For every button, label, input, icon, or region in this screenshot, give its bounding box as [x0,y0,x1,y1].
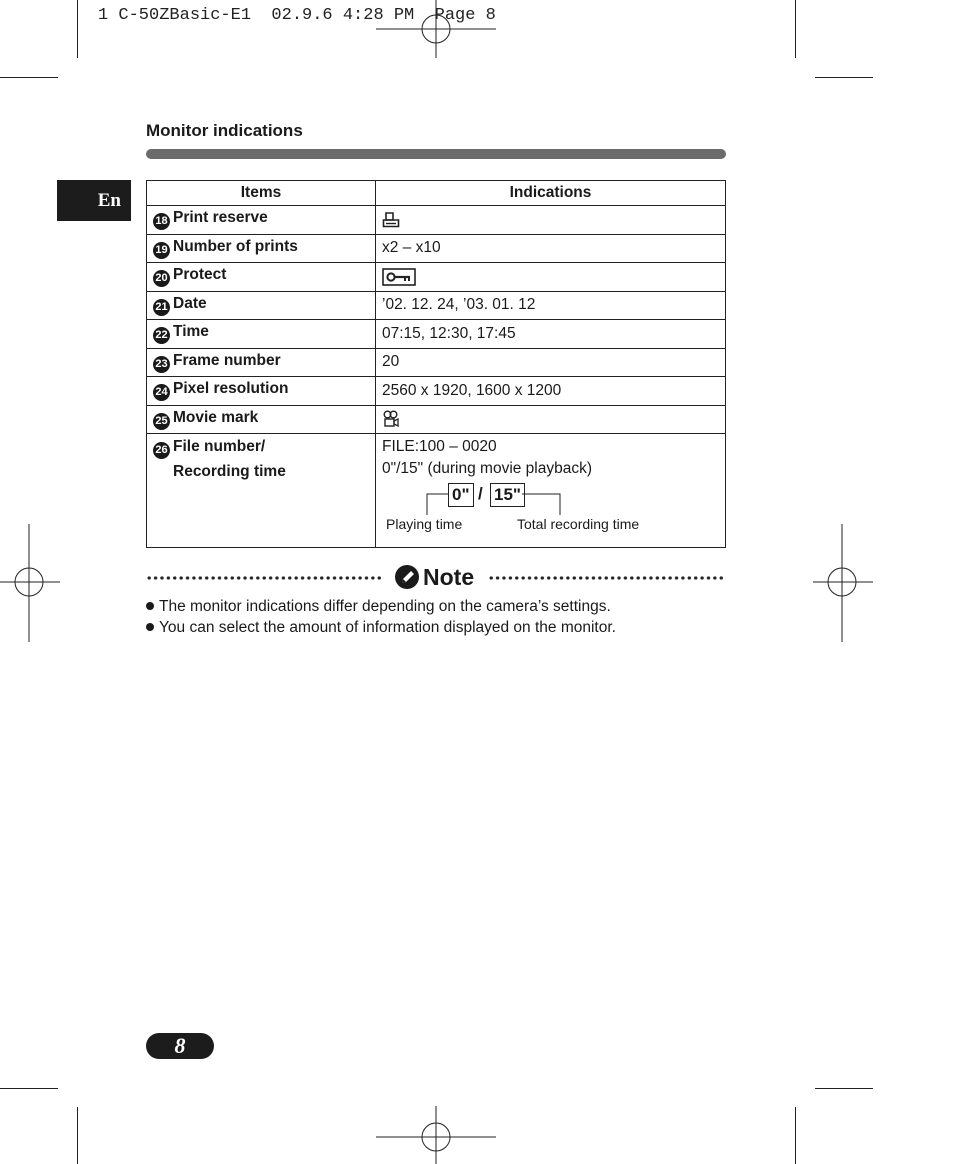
item-number: 21 [153,299,170,316]
table-row [147,320,726,349]
indication-value: 07:15, 12:30, 17:45 [376,320,726,349]
indication-value: 2560 x 1920, 1600 x 1200 [376,377,726,406]
registration-mark-right [813,524,873,642]
note-heading [146,562,726,594]
print-slug: 1 C-50ZBasic-E1 02.9.6 4:28 PM Page 8 [98,6,496,25]
item-label: Number of prints [173,237,298,255]
monitor-indications-table [146,180,726,548]
diagram-slash: / [478,484,483,503]
item-number: 18 [153,213,170,230]
item-label: Protect [173,266,227,284]
title-underline-bar [146,149,726,159]
playing-time-label: Playing time [386,516,463,532]
list-item: The monitor indications differ depending on the camera’s settings. [146,596,616,617]
table-header-row [147,181,726,206]
header-items: Items [147,181,376,206]
table-row [147,434,726,548]
table-row [147,234,726,263]
table-row [147,291,726,320]
language-tab: En [57,180,131,221]
table-row [147,377,726,406]
registration-mark-left [0,524,60,642]
registration-mark-top [376,0,496,60]
item-number: 23 [153,356,170,373]
item-number: 20 [153,270,170,287]
item-number: 19 [153,242,170,259]
item-label: Movie mark [173,408,259,426]
indication-value: FILE:100 – 0020 [382,438,497,455]
header-indications: Indications [376,181,726,206]
total-time-label: Total recording time [517,516,640,532]
total-time-box: 15" [490,483,525,507]
note-title: Note [423,564,475,590]
table-row [147,206,726,235]
dot-leader-left [146,576,384,580]
indication-value: ’02. 12. 24, ’03. 01. 12 [376,291,726,320]
item-label: Pixel resolution [173,380,289,398]
item-label: File number/ [173,438,266,455]
print-reserve-icon [382,212,400,228]
item-label: Time [173,323,209,341]
item-label: Frame number [173,351,281,369]
movie-camera-icon [382,410,400,428]
section-title: Monitor indications [146,121,303,140]
pencil-icon [394,564,420,590]
item-label: Print reserve [173,209,268,227]
dot-leader-right [488,576,726,580]
table-row [147,405,726,434]
recording-time-diagram [382,482,719,538]
page-number: 8 [146,1033,214,1059]
indication-value: 20 [376,348,726,377]
item-label: Date [173,294,207,312]
indication-value: x2 – x10 [376,234,726,263]
item-label-line2: Recording time [173,463,286,480]
item-number: 26 [153,442,170,459]
item-number: 25 [153,413,170,430]
playing-time-box: 0" [448,483,474,507]
registration-mark-bottom [376,1106,496,1164]
key-icon [382,268,416,286]
note-bullets [146,596,616,638]
table-row [147,263,726,292]
item-number: 24 [153,384,170,401]
list-item: You can select the amount of information displayed on the monitor. [146,617,616,638]
table-row [147,348,726,377]
item-number: 22 [153,327,170,344]
indication-value-line2: 0"/15" (during movie playback) [382,460,593,477]
